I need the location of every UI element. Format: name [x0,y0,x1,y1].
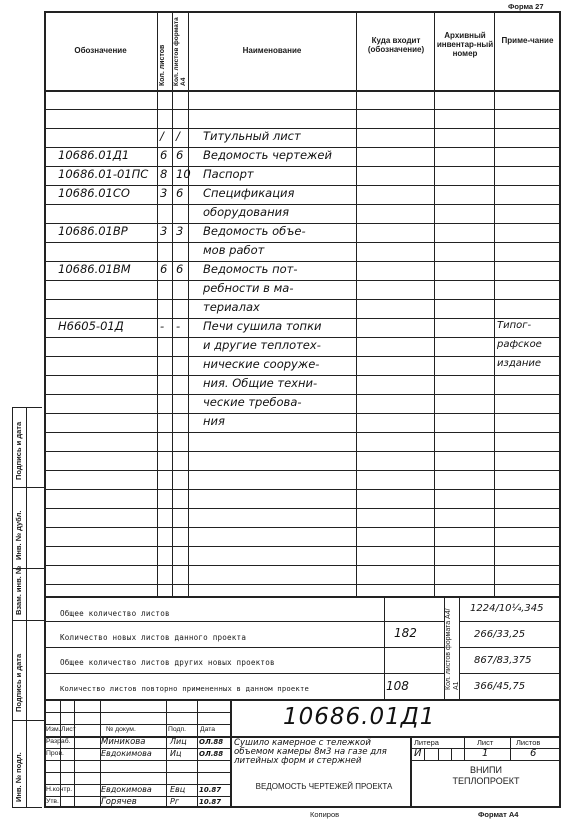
row-sheet-count: 6 [160,262,168,276]
margin-inv-podl: Инв. № подл. [14,752,23,802]
row-sheet-count: 8 [160,167,168,181]
tb-prov: Пров. [46,750,64,757]
tb-prov-name: Евдокимова [101,749,152,758]
tb-nkontr: Н.контр. [46,786,73,793]
other-a4-a1-value: 867/83,375 [474,655,532,666]
row-sheet-count-a4: 6 [176,148,184,162]
tb-nkontr-signature: Евц [170,785,186,794]
tb-utv-signature: Рг [170,797,180,806]
row-name: Ведомость объе- [203,224,306,238]
row-name: ребности в ма- [203,281,294,295]
tb-document-code: 10686.01Д1 [283,704,436,730]
new-a4-a1-value: 266/33,25 [474,629,526,640]
row-name: Паспорт [203,167,254,181]
row-sheet-count-a4: 10 [176,167,191,181]
reused-sheets-value: 108 [386,679,409,693]
header-designation: Обозначение [74,46,127,55]
row-sheet-count-a4: 6 [176,262,184,276]
tb-date-2: ОЛ.88 [199,750,224,758]
row-sheet-count: 3 [160,186,168,200]
form-number-label: Форма 27 [508,2,544,11]
row-name: Ведомость пот- [203,262,298,276]
row-sheet-count: - [160,319,165,333]
row-name: мов работ [203,243,265,257]
row-designation: 10686.01Д1 [58,148,130,162]
row-sheet-count-a4: 3 [176,224,184,238]
tb-sheets-value: 6 [530,748,537,759]
reused-a4-a1-value: 366/45,75 [474,681,526,692]
a4-a1-side-label: Кол. листов формата А4/А1 [445,608,460,690]
format-label: Формат А4 [478,810,519,819]
tb-sheets-label: Листов [516,738,541,747]
tb-sheet-label: Лист [477,738,494,747]
row-sheet-count: 6 [160,148,168,162]
row-sheet-count-a4: 6 [176,186,184,200]
tb-organization: ВНИПИ ТЕПЛОПРОЕКТ [452,765,520,786]
margin-inv-dubl: Инв. № дубл. [14,510,23,560]
row-sheet-count: 3 [160,224,168,238]
row-name: Спецификация [203,186,295,200]
tb-data: Дата [200,726,216,733]
row-name: нические сооруже- [203,357,320,371]
tb-utv: Утв. [46,798,59,805]
reused-label: Количество листов повторно примененных в данном проекте [60,684,309,693]
margin-sign-date: Подпись и дата [14,421,23,480]
tb-razrab-signature: Лиц [170,737,187,746]
row-designation: 10686.01ВР [58,224,128,238]
tb-podp: Подп. [168,726,187,733]
tb-date-3: 10.87 [199,786,222,794]
row-name: оборудования [203,205,289,219]
tb-date-1: ОЛ.88 [199,738,224,746]
row-name: ческие требова- [203,395,302,409]
row-sheet-count: / [160,129,164,143]
header-archive-number: Архивный инвентар-ный номер [436,31,494,59]
tb-izm: Изм. [46,726,61,733]
row-name: ния [203,414,225,428]
row-note: издание [497,358,542,369]
row-name: Ведомость чертежей [203,148,332,162]
tb-sheet-value: 1 [482,748,489,759]
header-included-where: Куда входит (обозначение) [367,36,425,55]
other-new-label: Общее количество листов других новых проектов [60,658,275,667]
tb-nkontr-name: Евдокимова [101,785,152,794]
row-sheet-count-a4: / [176,129,180,143]
tb-litera-label: Литера [414,738,439,747]
margin-vzam-inv: Взам. инв. № [14,565,23,615]
row-name: ния. Общие техни- [203,376,318,390]
tb-razrab-name: Миникова [101,737,146,747]
row-designation: 10686.01СО [58,186,130,200]
header-sheet-count-a4: Кол. листов формата А4 [173,17,187,86]
tb-prov-signature: Иц [170,749,182,758]
row-designation: 10686.01-01ПС [58,167,149,181]
row-name: и другие теплотех- [203,338,321,352]
row-name: териалах [203,300,260,314]
new-sheets-label: Количество новых листов данного проекта [60,633,247,642]
tb-date-4: 10.87 [199,798,222,806]
copy-label: Копиров [310,810,340,819]
new-sheets-value: 182 [394,626,417,640]
total-a4-a1-value: 1224/10¼,345 [470,603,544,614]
header-note: Приме-чание [501,36,554,45]
header-name: Наименование [242,46,302,55]
tb-litera-value: И [414,748,422,759]
tb-document-title: ВЕДОМОСТЬ ЧЕРТЕЖЕЙ ПРОЕКТА [255,782,393,791]
row-note: Типог- [497,320,532,331]
header-sheet-count: Кол. листов [159,44,166,86]
margin-sign-date-2: Подпись и дата [14,653,23,712]
row-sheet-count-a4: - [176,319,181,333]
total-sheets-label: Общее количество листов [60,609,170,618]
tb-utv-name: Горячев [101,797,137,807]
row-designation: 10686.01ВМ [58,262,131,276]
row-designation: Н6605-01Д [58,319,124,333]
row-name: Печи сушила топки [203,319,322,333]
tb-razrab: Разраб. [46,738,71,745]
tb-object-name: Сушило камерное с тележкой объемом камеры 8м3 на газе для литейных форм и стержней [234,738,387,767]
tb-doc-no: № докум. [106,726,136,733]
row-note: рафское [497,339,542,350]
row-name: Титульный лист [203,129,301,143]
tb-list: Лист [61,726,76,733]
